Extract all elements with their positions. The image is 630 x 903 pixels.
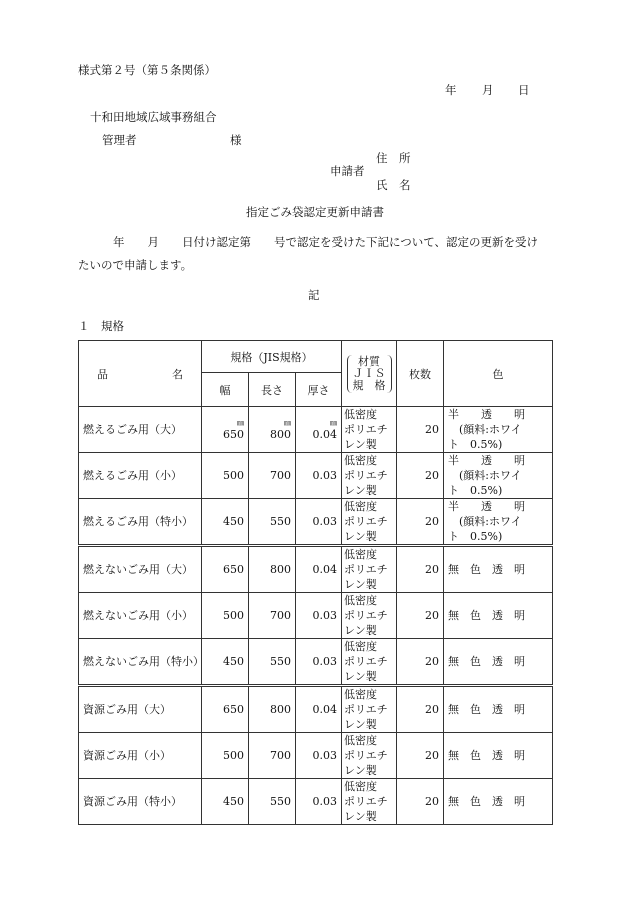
material-line: ポリエチ	[344, 563, 388, 576]
thickness-value: 0.03	[312, 655, 337, 668]
material-bracket	[347, 355, 392, 393]
cell-width	[202, 686, 249, 733]
cell-length	[249, 593, 296, 639]
width-value: 500	[223, 609, 244, 622]
material-line: レン製	[344, 484, 377, 497]
cell-material	[342, 546, 397, 593]
cell-count: 20	[397, 639, 444, 686]
document-title: 指定ごみ袋認定更新申請書	[246, 205, 384, 219]
cell-thickness	[296, 733, 342, 779]
ki-heading: 記	[308, 288, 320, 302]
length-value: 700	[270, 609, 291, 622]
cell-thickness	[296, 593, 342, 639]
length-value: 550	[270, 795, 291, 808]
cell-thickness	[296, 453, 342, 499]
cell-material	[342, 686, 397, 733]
body-text-line-1: 年 月 日付け認定第 号で認定を受けた下記について、認定の更新を受け	[113, 235, 539, 249]
length-value: 800	[270, 703, 291, 716]
cell-width	[202, 546, 249, 593]
color-line: 半 透 明	[448, 500, 525, 513]
cell-material	[342, 499, 397, 546]
cell-length	[249, 779, 296, 825]
cell-length	[249, 546, 296, 593]
color-line: ト 0.5%)	[448, 484, 503, 497]
manager-label: 管理者	[102, 133, 137, 147]
cell-count: 20	[397, 686, 444, 733]
material-line: レン製	[344, 624, 377, 637]
cell-product-name: 燃えるごみ用（特小）	[79, 499, 202, 546]
cell-count: 20	[397, 453, 444, 499]
table-row	[79, 733, 553, 779]
cell-color	[444, 779, 553, 825]
material-line: レン製	[344, 718, 377, 731]
color-line: 無 色 透 明	[448, 795, 525, 808]
cell-thickness	[296, 779, 342, 825]
thickness-value: 0.03	[312, 609, 337, 622]
material-line: 低密度	[344, 734, 377, 747]
material-line: ポリエチ	[344, 655, 388, 668]
material-line: ポリエチ	[344, 423, 388, 436]
cell-count: 20	[397, 499, 444, 546]
table-row	[79, 686, 553, 733]
material-line: 低密度	[344, 780, 377, 793]
header-color: 色	[444, 341, 553, 407]
cell-thickness	[296, 546, 342, 593]
material-line: レン製	[344, 670, 377, 683]
cell-material	[342, 593, 397, 639]
width-value: 650	[223, 427, 244, 441]
thickness-value: 0.04	[312, 563, 337, 576]
spec-table	[78, 340, 553, 825]
date-day: 日	[518, 83, 530, 97]
cell-product-name: 燃えるごみ用（大）	[79, 407, 202, 453]
cell-product-name: 資源ごみ用（大）	[79, 686, 202, 733]
cell-count: 20	[397, 593, 444, 639]
color-line: 半 透 明	[448, 408, 525, 421]
cell-product-name: 燃えないごみ用（特小）	[79, 639, 202, 686]
table-row	[79, 499, 553, 546]
width-value: 450	[223, 655, 244, 668]
header-name-char-2: 名	[172, 367, 183, 381]
thickness-value: 0.03	[312, 749, 337, 762]
material-line: ポリエチ	[344, 795, 388, 808]
cell-material	[342, 639, 397, 686]
cell-length	[249, 686, 296, 733]
thickness-value: 0.03	[312, 795, 337, 808]
cell-width	[202, 453, 249, 499]
header-name	[79, 341, 202, 407]
cell-width	[202, 639, 249, 686]
cell-count: 20	[397, 733, 444, 779]
length-value: 700	[270, 469, 291, 482]
material-line: 低密度	[344, 454, 377, 467]
width-value: 450	[223, 515, 244, 528]
material-line: ポリエチ	[344, 749, 388, 762]
cell-thickness	[296, 686, 342, 733]
color-line: 無 色 透 明	[448, 703, 525, 716]
cell-product-name: 燃えないごみ用（小）	[79, 593, 202, 639]
body-text-line-2: たいので申請します。	[78, 258, 193, 272]
applicant-label: 申請者	[330, 164, 365, 178]
material-line: 低密度	[344, 548, 377, 561]
cell-count: 20	[397, 546, 444, 593]
unit-label: ㎜	[284, 418, 291, 427]
cell-width	[202, 593, 249, 639]
section-heading: １ 規格	[78, 319, 124, 333]
cell-width	[202, 407, 249, 453]
header-count: 枚数	[397, 341, 444, 407]
cell-length	[249, 733, 296, 779]
length-value: 550	[270, 655, 291, 668]
color-line: 無 色 透 明	[448, 609, 525, 622]
material-line: レン製	[344, 530, 377, 543]
width-value: 650	[223, 703, 244, 716]
material-line: 低密度	[344, 688, 377, 701]
thickness-value: 0.04	[312, 427, 337, 441]
header-name-char-1: 品	[97, 367, 108, 381]
material-line: レン製	[344, 810, 377, 823]
material-line: ポリエチ	[344, 609, 388, 622]
width-value: 450	[223, 795, 244, 808]
material-line: ポリエチ	[344, 703, 388, 716]
cell-thickness	[296, 499, 342, 546]
material-line: レン製	[344, 764, 377, 777]
cell-product-name: 資源ごみ用（小）	[79, 733, 202, 779]
cell-count: 20	[397, 779, 444, 825]
cell-length	[249, 639, 296, 686]
cell-width	[202, 733, 249, 779]
applicant-name-label: 氏 名	[376, 178, 411, 192]
manager-suffix: 様	[230, 133, 242, 147]
cell-material	[342, 779, 397, 825]
date-month: 月	[482, 83, 494, 97]
material-line: レン製	[344, 438, 377, 451]
material-line: ポリエチ	[344, 469, 388, 482]
thickness-value: 0.03	[312, 469, 337, 482]
color-line: ト 0.5%)	[448, 438, 503, 451]
organization-name: 十和田地域広域事務組合	[90, 110, 217, 124]
material-line: ポリエチ	[344, 515, 388, 528]
width-value: 500	[223, 749, 244, 762]
cell-product-name: 燃えるごみ用（小）	[79, 453, 202, 499]
cell-length	[249, 499, 296, 546]
cell-color	[444, 686, 553, 733]
length-value: 700	[270, 749, 291, 762]
table-row	[79, 453, 553, 499]
cell-color	[444, 639, 553, 686]
cell-color	[444, 453, 553, 499]
table-row	[79, 639, 553, 686]
cell-thickness	[296, 639, 342, 686]
table-row	[79, 546, 553, 593]
cell-product-name: 燃えないごみ用（大）	[79, 546, 202, 593]
cell-length	[249, 407, 296, 453]
date-year: 年	[445, 83, 457, 97]
color-line: 半 透 明	[448, 454, 525, 467]
color-line: (顔料:ホワイ	[448, 423, 522, 436]
cell-color	[444, 407, 553, 453]
table-row	[79, 407, 553, 453]
length-value: 550	[270, 515, 291, 528]
width-value: 650	[223, 563, 244, 576]
cell-color	[444, 546, 553, 593]
material-line: 低密度	[344, 500, 377, 513]
material-line: レン製	[344, 578, 377, 591]
length-value: 800	[270, 563, 291, 576]
form-number: 様式第２号（第５条関係）	[78, 63, 216, 77]
applicant-address-label: 住 所	[376, 151, 411, 165]
table-row	[79, 593, 553, 639]
header-spec: 規格（JIS規格）	[202, 341, 342, 373]
header-length: 長さ	[249, 373, 296, 407]
color-line: ト 0.5%)	[448, 530, 503, 543]
color-line: 無 色 透 明	[448, 749, 525, 762]
color-line: (顔料:ホワイ	[448, 469, 522, 482]
cell-material	[342, 733, 397, 779]
header-width: 幅	[202, 373, 249, 407]
width-value: 500	[223, 469, 244, 482]
cell-color	[444, 733, 553, 779]
cell-color	[444, 499, 553, 546]
unit-label: ㎜	[330, 418, 337, 427]
material-line: 低密度	[344, 408, 377, 421]
cell-color	[444, 593, 553, 639]
header-thickness: 厚さ	[296, 373, 342, 407]
cell-width	[202, 779, 249, 825]
material-line: 低密度	[344, 594, 377, 607]
thickness-value: 0.04	[312, 703, 337, 716]
header-material-line-1: 材質	[358, 354, 380, 368]
unit-label: ㎜	[237, 418, 244, 427]
cell-width	[202, 499, 249, 546]
table-row	[79, 779, 553, 825]
header-material-line-3: 規 格	[352, 378, 386, 392]
material-line: 低密度	[344, 640, 377, 653]
header-material-line-2: ＪＩＳ	[352, 366, 386, 380]
length-value: 800	[270, 427, 291, 441]
header-material	[342, 341, 397, 407]
cell-thickness	[296, 407, 342, 453]
color-line: 無 色 透 明	[448, 655, 525, 668]
color-line: (顔料:ホワイ	[448, 515, 522, 528]
color-line: 無 色 透 明	[448, 563, 525, 576]
cell-product-name: 資源ごみ用（特小）	[79, 779, 202, 825]
cell-material	[342, 407, 397, 453]
cell-length	[249, 453, 296, 499]
cell-material	[342, 453, 397, 499]
cell-count: 20	[397, 407, 444, 453]
thickness-value: 0.03	[312, 515, 337, 528]
